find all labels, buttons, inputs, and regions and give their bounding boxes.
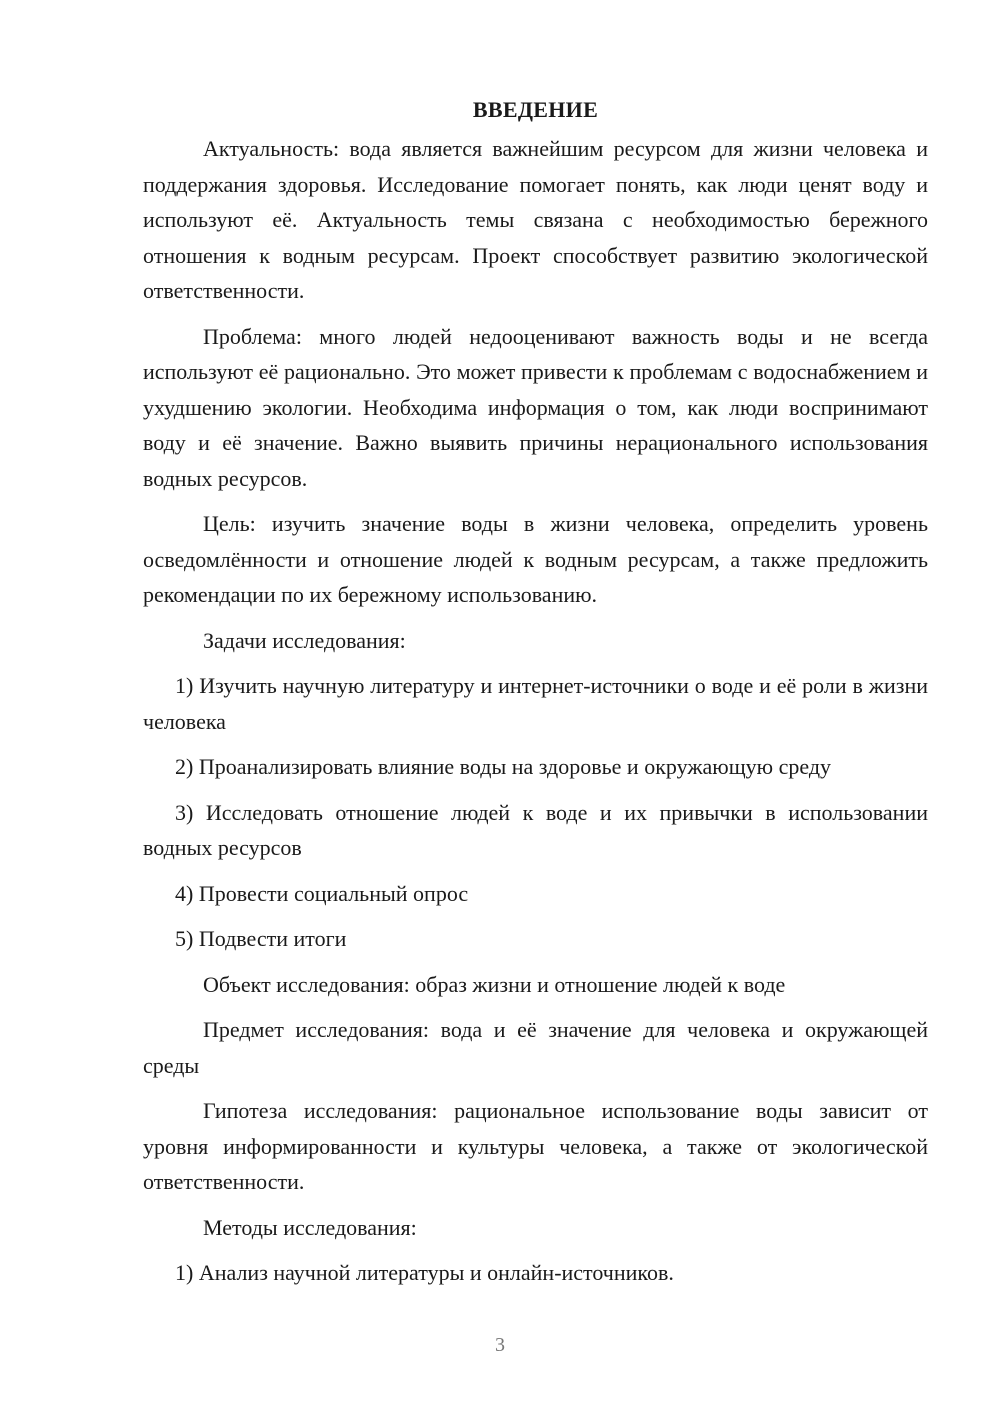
task-item: 2) Проанализировать влияние воды на здоровье и окружающую среду <box>175 754 832 779</box>
goal-paragraph: Цель: изучить значение воды в жизни человека, определить уровень осведомлённости и отношение людей к водным ресурсам, а также предложить рекомендации по их бережному использованию. <box>143 511 928 607</box>
hypothesis-paragraph: Гипотеза исследования: рациональное использование воды зависит от уровня информированности и культуры человека, а также от экологической ответственности. <box>143 1098 928 1194</box>
page-title: ВВЕДЕНИЕ <box>472 97 599 122</box>
page-number: 3 <box>495 1334 505 1356</box>
method-item: 1) Анализ научной литературы и онлайн-источников. <box>175 1260 674 1285</box>
problem-paragraph: Проблема: много людей недооценивают важность воды и не всегда используют её рационально. Это может привести к проблемам с водоснабжением и ухудшению экологии. Необходима информация о том, как люди воспринимают воду и её значение. Важно выявить причины нерационального использования водных ресурсов. <box>143 323 928 491</box>
document-page <box>143 93 928 1301</box>
subject-paragraph: Предмет исследования: вода и её значение для человека и окружающей среды <box>143 1017 928 1078</box>
task-item: 5) Подвести итоги <box>175 926 347 951</box>
relevance-paragraph: Актуальность: вода является важнейшим ресурсом для жизни человека и поддержания здоровья. Исследование помогает понять, как люди ценят воду и используют её. Актуальность темы связана с необходимостью бережного отношения к водным ресурсам. Проект способствует развитию экологической ответственности. <box>143 136 928 303</box>
methods-title: Методы исследования: <box>203 1214 417 1240</box>
tasks-list <box>143 668 928 957</box>
task-item: 3) Исследовать отношение людей к воде и их привычки в использовании водных ресурсов <box>143 799 928 860</box>
object-paragraph: Объект исследования: образ жизни и отношение людей к воде <box>203 971 786 997</box>
task-item: 4) Провести социальный опрос <box>175 880 469 906</box>
methods-list <box>143 1255 928 1291</box>
task-item: 1) Изучить научную литературу и интернет-источники о воде и её роли в жизни человека <box>143 673 928 734</box>
tasks-title: Задачи исследования: <box>203 627 406 653</box>
